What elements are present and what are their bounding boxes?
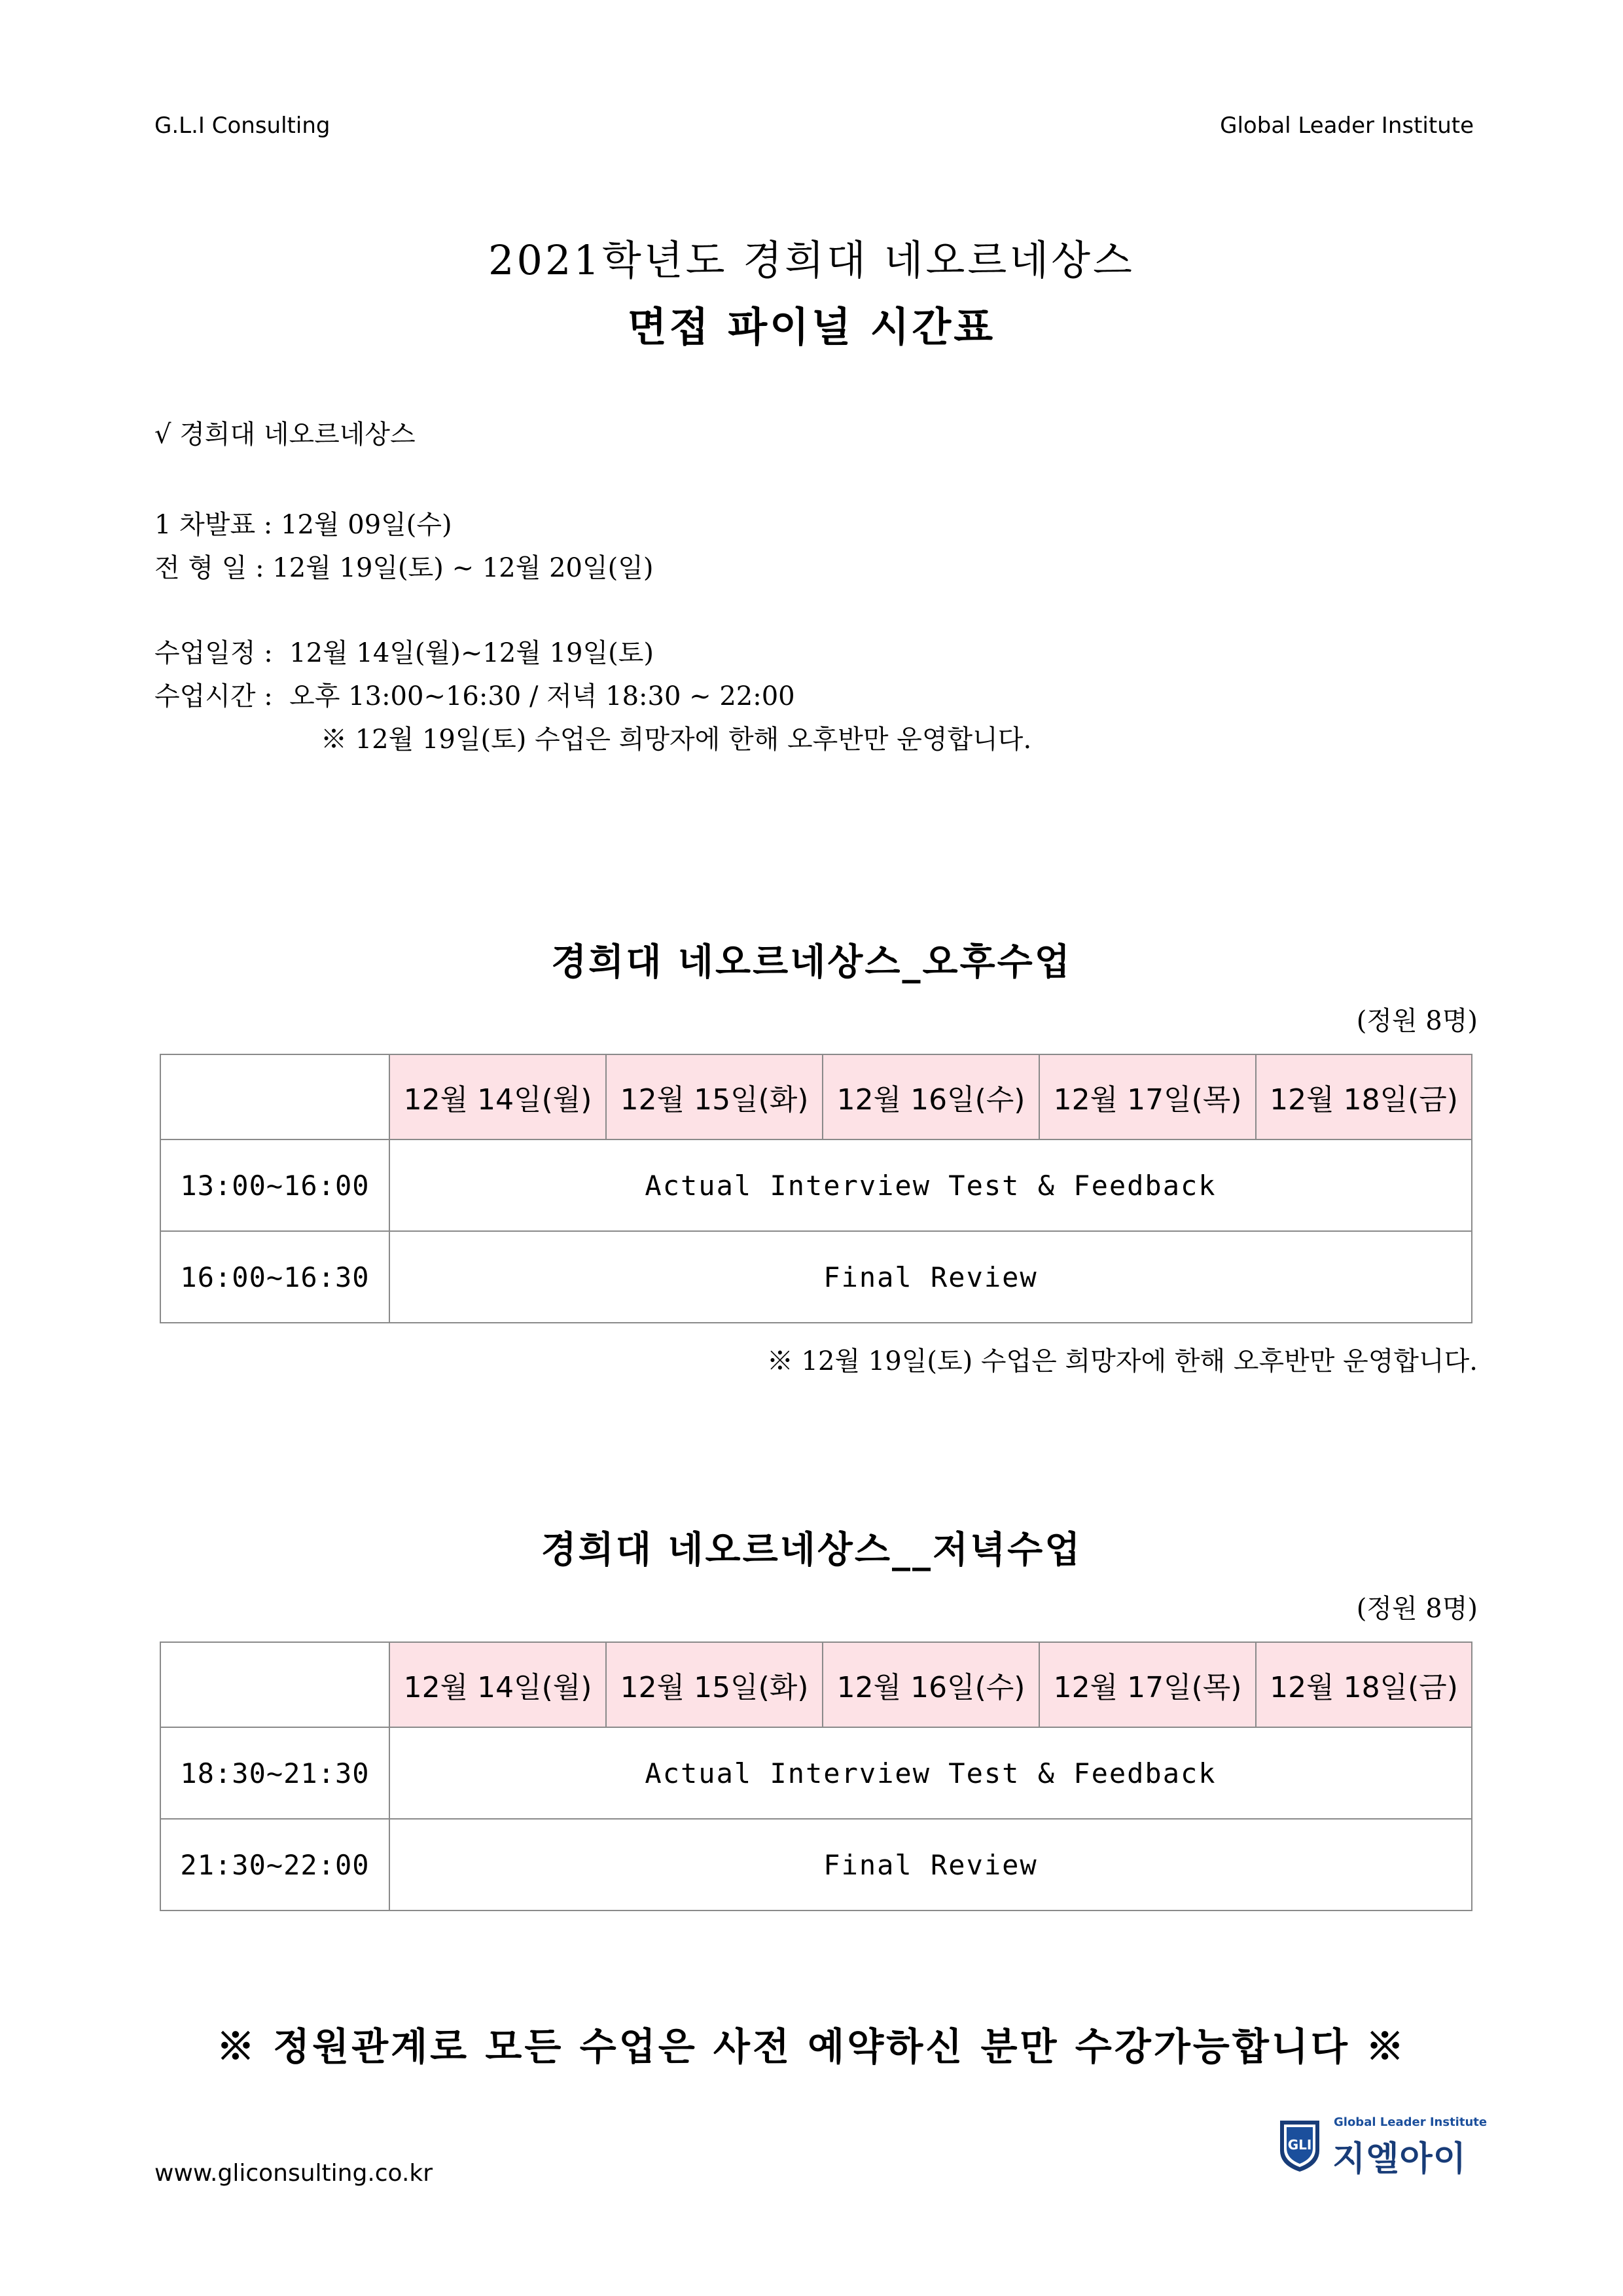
closing-notice: ※ 정원관계로 모든 수업은 사전 예약하신 분만 수강가능합니다 ※	[216, 2024, 1407, 2069]
class-schedule: 수업일정 : 12월 14일(월)~12월 19일(토)	[154, 638, 654, 668]
table-row	[160, 1231, 1472, 1323]
program-name: √ 경희대 네오르네상스	[154, 420, 416, 450]
logo-name: 지엘아이	[1332, 2140, 1467, 2179]
shield-icon	[1276, 2117, 1323, 2174]
day-header: 12월 15일(화)	[606, 1054, 823, 1139]
first-result-date: 1 차발표 : 12월 09일(수)	[154, 510, 452, 540]
activity-cell: Final Review	[389, 1231, 1472, 1323]
evening-section-title: 경희대 네오르네상스__저녁수업	[541, 1528, 1082, 1571]
corner-cell	[160, 1054, 389, 1139]
afternoon-capacity: (정원 8명)	[1356, 1006, 1478, 1036]
time-cell: 13:00~16:00	[160, 1139, 389, 1231]
table-row	[160, 1727, 1472, 1819]
day-header: 12월 18일(금)	[1256, 1642, 1472, 1727]
header-company: G.L.I Consulting	[154, 113, 330, 139]
header-institute: Global Leader Institute	[1220, 113, 1474, 139]
table-header-row	[160, 1054, 1472, 1139]
logo-subtitle: Global Leader Institute	[1334, 2115, 1488, 2129]
day-header: 12월 14일(월)	[389, 1054, 606, 1139]
afternoon-note: ※ 12월 19일(토) 수업은 희망자에 한해 오후반만 운영합니다.	[766, 1346, 1478, 1376]
class-note: ※ 12월 19일(토) 수업은 희망자에 한해 오후반만 운영합니다.	[321, 725, 1032, 755]
time-cell: 16:00~16:30	[160, 1231, 389, 1323]
logo-mark-text: GLI	[1287, 2137, 1312, 2153]
company-logo	[1276, 2113, 1488, 2179]
day-header: 12월 17일(목)	[1039, 1054, 1256, 1139]
corner-cell	[160, 1642, 389, 1727]
day-header: 12월 15일(화)	[606, 1642, 823, 1727]
afternoon-schedule-table	[160, 1054, 1472, 1323]
afternoon-section-title: 경희대 네오르네상스_오후수업	[551, 941, 1072, 984]
evening-capacity: (정원 8명)	[1356, 1594, 1478, 1624]
page-title: 2021학년도 경희대 네오르네상스	[488, 236, 1135, 284]
time-cell: 21:30~22:00	[160, 1819, 389, 1910]
evening-schedule-table	[160, 1641, 1472, 1911]
activity-cell: Final Review	[389, 1819, 1472, 1910]
time-cell: 18:30~21:30	[160, 1727, 389, 1819]
day-header: 12월 16일(수)	[823, 1642, 1039, 1727]
day-header: 12월 18일(금)	[1256, 1054, 1472, 1139]
class-time: 수업시간 : 오후 13:00~16:30 / 저녁 18:30 ~ 22:00	[154, 681, 795, 711]
table-header-row	[160, 1642, 1472, 1727]
table-row	[160, 1819, 1472, 1910]
page-subtitle: 면접 파이널 시간표	[627, 303, 996, 351]
activity-cell: Actual Interview Test & Feedback	[389, 1139, 1472, 1231]
exam-date: 전 형 일 : 12월 19일(토) ~ 12월 20일(일)	[154, 553, 654, 583]
day-header: 12월 14일(월)	[389, 1642, 606, 1727]
website-link[interactable]: www.gliconsulting.co.kr	[154, 2160, 433, 2187]
table-row	[160, 1139, 1472, 1231]
activity-cell: Actual Interview Test & Feedback	[389, 1727, 1472, 1819]
day-header: 12월 17일(목)	[1039, 1642, 1256, 1727]
day-header: 12월 16일(수)	[823, 1054, 1039, 1139]
